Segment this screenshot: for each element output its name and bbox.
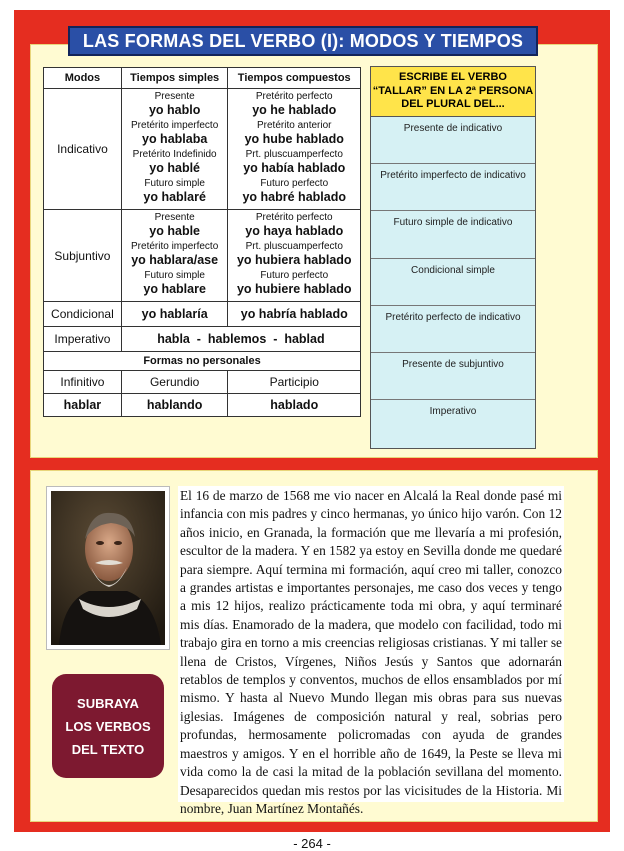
non-personal-value: hablando [121,394,228,417]
instruction-line: DEL TEXTO [71,741,145,757]
exercise-answer-field[interactable] [371,117,535,164]
tense-value: yo hube hablado [244,132,344,146]
tense-value: yo hablé [149,161,201,175]
subjuntivo-row [44,210,361,302]
tense-label: Futuro simple [144,178,205,189]
tense-label: Pretérito perfecto [255,91,333,102]
exercise-heading-line: “TALLAR” EN LA 2ª PERSONA [372,84,534,97]
non-personal-title-row [44,352,361,371]
non-personal-header: Participio [228,371,361,394]
exercise-heading-line: DEL PLURAL DEL... [401,98,505,110]
tense-label: Pretérito Indefinido [132,149,217,160]
non-personal-value: hablar [44,394,122,417]
tense-label: Presente [154,212,195,223]
underline-verbs-instruction [52,674,164,778]
column-header: Modos [44,68,122,89]
tense-value: yo hablaría [141,306,208,321]
imperativo-row [44,327,361,352]
tense-value: yo hablara/ase [131,253,219,267]
mode-label: Subjuntivo [44,210,122,302]
column-header: Tiempos compuestos [228,68,361,89]
verb-forms-table [43,67,361,417]
condicional-row [44,302,361,327]
tense-value: yo hubiere hablado [236,282,352,296]
tense-label: Prt. pluscuamperfecto [245,149,343,160]
mode-label: Indicativo [44,89,122,210]
tense-value: yo hablare [143,282,206,296]
simple-tenses-cell [121,210,228,302]
tense-label: Futuro perfecto [260,270,329,281]
tense-value: yo hablaré [143,190,206,204]
non-personal-title: Formas no personales [44,352,361,371]
portrait-illustration [51,491,165,645]
non-personal-header: Infinitivo [44,371,122,394]
simple-tenses-cell [121,89,228,210]
imperative-forms-cell [121,327,360,352]
tense-label: Pretérito perfecto [255,212,333,223]
tense-label: Pretérito imperfecto [131,241,219,252]
tense-label: Pretérito anterior [257,120,332,131]
exercise-answer-field[interactable] [371,259,535,306]
tense-value: yo he hablado [252,103,337,117]
instruction-line: SUBRAYA [77,695,139,711]
tense-label: Prt. pluscuamperfecto [245,241,343,252]
exercise-prompt: Pretérito imperfecto de indicativo [380,170,526,182]
exercise-box [370,66,536,449]
exercise-answer-field[interactable] [371,306,535,353]
column-header: Tiempos simples [121,68,228,89]
tense-label: Pretérito imperfecto [131,120,219,131]
tense-value: yo había hablado [243,161,346,175]
exercise-heading-line: ESCRIBE EL VERBO [399,71,507,83]
exercise-answer-field[interactable] [371,353,535,400]
tense-value: yo hablo [148,103,201,117]
tense-label: Futuro perfecto [260,178,329,189]
exercise-prompt: Futuro simple de indicativo [393,217,513,229]
tense-value: yo haya hablado [245,224,344,238]
simple-tense-cell [121,302,228,327]
indicativo-row [44,89,361,210]
instruction-line: LOS VERBOS [65,718,151,734]
compound-tenses-cell [228,210,361,302]
exercise-prompt: Imperativo [429,406,477,418]
non-personal-values-row [44,394,361,417]
page-number: - 264 - [293,836,331,851]
tense-label: Futuro simple [144,270,205,281]
non-personal-header-row [44,371,361,394]
mode-label: Condicional [44,302,122,327]
exercise-answer-field[interactable] [371,400,535,447]
non-personal-header: Gerundio [121,371,228,394]
tense-value: yo hubiera hablado [236,253,352,267]
tense-value: habla - hablemos - hablad [157,331,325,346]
biography-text: El 16 de marzo de 1568 me vio nacer en Alcalá la Real donde pasé mi infancia con mis padres y cinco hermanas, yo único hijo varón. Con 12 años inicio, en Granada, la formación que me llevaría a mi profesión, escultor de la madera. Y en 1582 ya estoy en Sevilla donde me quedaré para siempre. Aquí termina mi formación, aquí creo mi taller, conozco a grandes artistas e importantes personajes, me caso dos veces y tengo a mis 12 hijos, realizo prácticamente toda mi obra, y aquí terminaré mis días. Enamorado de la madera, que modelo con facilidad, todo mi trabajo gira en torno a mis creencias religiosas cristianas. Y mi taller se llena de Cristos, Vírgenes, Niños Jesús y Santos que adornarán retablos de templos y conventos, muchos de ellos ensamblados por mí mismo. Y hasta al Nuevo Mundo llegan mis obras para sus nuevas iglesias. Imágenes de composición natural y real, sobrias pero profundas, hermosamente policromadas con ayuda de grandes maestros y amigos. Y en el horrible año de 1649, la Peste se lleva mi vida como la de casi la mitad de la población sevillana del momento. Desaparecidos quedan mis restos por las vicisitudes de la Historia. Mi nombre, Juan Martínez Montañés. [180,488,562,816]
exercise-answer-field[interactable] [371,211,535,258]
tense-label: Presente [154,91,195,102]
mode-label: Imperativo [44,327,122,352]
compound-tense-cell [228,302,361,327]
exercise-prompt: Presente de subjuntivo [402,358,504,370]
non-personal-value: hablado [228,394,361,417]
page-title: LAS FORMAS DEL VERBO (I): MODOS Y TIEMPOS [68,26,538,56]
exercise-prompt: Condicional simple [411,264,495,276]
tense-value: yo hable [149,224,201,238]
table-header-row [44,68,361,89]
compound-tenses-cell [228,89,361,210]
tense-value: yo habría hablado [240,306,348,321]
tense-value: yo hablaba [142,132,208,146]
exercise-prompt: Pretérito perfecto de indicativo [385,311,521,323]
portrait-image [46,486,170,650]
exercise-prompt: Presente de indicativo [403,123,503,134]
tense-value: yo habré hablado [242,190,346,204]
exercise-heading [371,67,535,117]
exercise-answer-field[interactable] [371,164,535,211]
